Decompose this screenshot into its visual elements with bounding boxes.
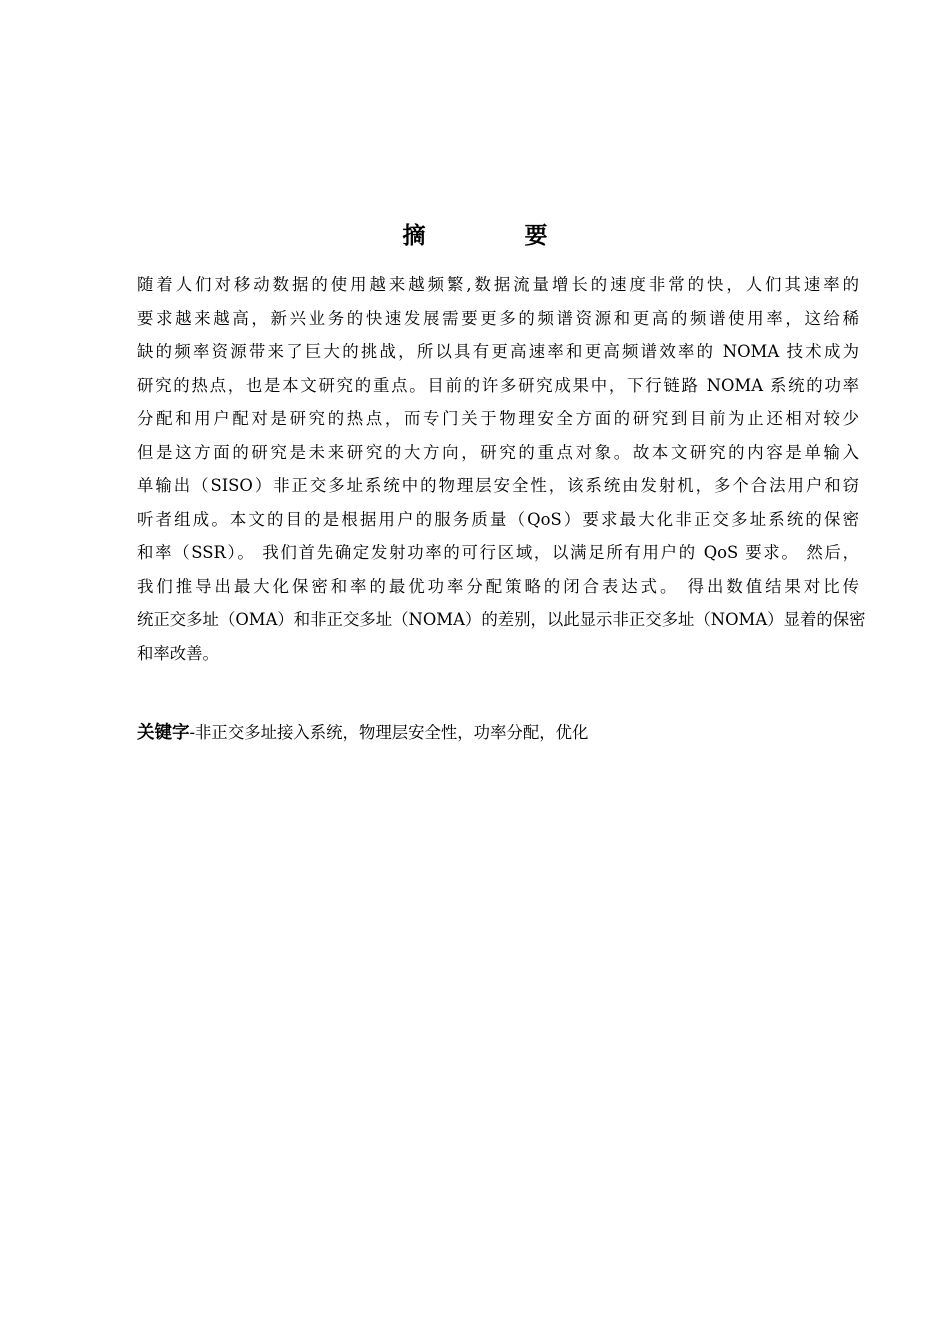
abstract-line: 分配和用户配对是研究的热点，而专门关于物理安全方面的研究到目前为止还相对较少 [137, 409, 859, 428]
abstract-body [137, 268, 866, 670]
abstract-line: 和率改善。 [137, 643, 219, 663]
abstract-line: 和率（SSR）。 我们首先确定发射功率的可行区域，以满足所有用户的 QoS 要求。 然后， [137, 543, 859, 562]
abstract-line: 随着人们对移动数据的使用越来越频繁,数据流量增长的速度非常的快，人们其速率的 [137, 275, 859, 294]
abstract-line: 统正交多址（OMA）和非正交多址（NOMA）的差别，以此显示非正交多址（NOMA）显着的保密 [137, 610, 866, 629]
keywords-label: 关键字 [137, 723, 190, 743]
keywords-line [137, 716, 859, 750]
abstract-line: 缺的频率资源带来了巨大的挑战，所以具有更高速率和更高频谱效率的 NOMA 技术成为 [137, 342, 859, 361]
abstract-line: 我们推导出最大化保密和率的最优功率分配策略的闭合表达式。 得出数值结果对比传 [137, 576, 859, 596]
abstract-title: 摘 要 [402, 223, 586, 249]
abstract-line: 但是这方面的研究是未来研究的大方向，研究的重点对象。故本文研究的内容是单输入 [137, 442, 859, 462]
abstract-line: 研究的热点，也是本文研究的重点。目前的许多研究成果中，下行链路 NOMA 系统的功率 [137, 375, 859, 395]
keywords-text: -非正交多址接入系统，物理层安全性，功率分配，优化 [189, 723, 589, 742]
abstract-line: 单输出（SISO）非正交多址系统中的物理层安全性，该系统由发射机，多个合法用户和窃 [137, 476, 859, 495]
abstract-line: 要求越来越高，新兴业务的快速发展需要更多的频谱资源和更高的频谱使用率，这给稀 [137, 308, 859, 328]
abstract-line: 听者组成。本文的目的是根据用户的服务质量（QoS）要求最大化非正交多址系统的保密 [137, 509, 859, 529]
